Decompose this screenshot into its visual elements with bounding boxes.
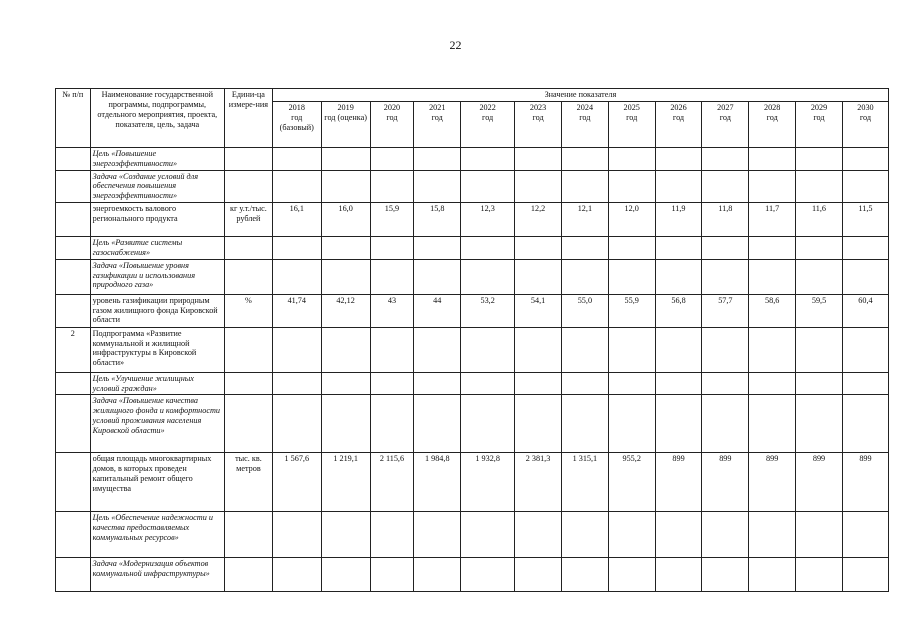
row-name: Задача «Модернизация объектов коммунальной инфраструктуры» (90, 558, 224, 592)
row-value-2028: 899 (749, 453, 796, 512)
header-name: Наименование государственной программы, подпрограммы, отдельного мероприятия, проекта, показателя, цель, задача (90, 89, 224, 148)
row-value-2025 (608, 259, 655, 294)
row-unit (225, 395, 273, 453)
row-value-2026 (655, 170, 702, 203)
header-year-sub: год (431, 112, 443, 122)
indicator-table (55, 88, 889, 592)
row-value-2022 (461, 558, 515, 592)
row-value-2030 (842, 259, 888, 294)
row-value-2024 (561, 395, 608, 453)
header-year-sub: год (719, 112, 731, 122)
row-value-2019 (321, 147, 370, 170)
header-year-label: 2022 (479, 102, 496, 112)
header-year-2025 (608, 101, 655, 147)
row-value-2019 (321, 259, 370, 294)
table-row (56, 395, 889, 453)
header-year-label: 2030 (857, 102, 874, 112)
header-year-label: 2029 (810, 102, 828, 112)
row-value-2020 (370, 512, 414, 558)
row-value-2027: 11,8 (702, 203, 749, 237)
row-value-2024: 1 315,1 (561, 453, 608, 512)
row-value-2021 (414, 237, 461, 260)
table-row (56, 372, 889, 395)
header-indicator-value: Значение показателя (272, 89, 888, 102)
row-value-2024 (561, 170, 608, 203)
row-value-2030: 899 (842, 453, 888, 512)
header-year-label: 2027 (717, 102, 734, 112)
table-row (56, 327, 889, 372)
row-value-2021 (414, 558, 461, 592)
header-year-sub: год (579, 112, 591, 122)
header-year-sub: год (672, 112, 685, 122)
row-value-2025 (608, 558, 655, 592)
row-value-2022 (461, 395, 515, 453)
row-value-2030 (842, 327, 888, 372)
table-row (56, 512, 889, 558)
header-unit: Едини-ца измере-ния (225, 89, 273, 148)
row-value-2025: 955,2 (608, 453, 655, 512)
row-value-2029: 11,6 (796, 203, 843, 237)
row-name: Цель «Улучшение жилищных условий граждан» (90, 372, 224, 395)
row-number (56, 237, 91, 260)
row-value-2021 (414, 372, 461, 395)
row-value-2028 (749, 170, 796, 203)
header-year-sub: год (482, 112, 494, 122)
row-value-2023 (515, 170, 562, 203)
row-value-2025 (608, 327, 655, 372)
row-name: Задача «Повышение качества жилищного фонда и комфортности условий проживания населения Кировской области» (90, 395, 224, 453)
row-value-2018 (272, 512, 321, 558)
row-value-2023 (515, 147, 562, 170)
row-number (56, 558, 91, 592)
row-value-2026 (655, 512, 702, 558)
header-year-label: 2021 (429, 102, 446, 112)
row-value-2023 (515, 259, 562, 294)
row-value-2030 (842, 512, 888, 558)
row-value-2027 (702, 327, 749, 372)
header-year-sub: год (532, 112, 544, 122)
row-value-2019 (321, 237, 370, 260)
row-value-2020 (370, 558, 414, 592)
table-row (56, 294, 889, 327)
row-value-2026: 56,8 (655, 294, 702, 327)
table-row (56, 453, 889, 512)
row-value-2028: 58,6 (749, 294, 796, 327)
row-value-2029 (796, 395, 843, 453)
row-value-2028 (749, 395, 796, 453)
row-unit (225, 372, 273, 395)
row-value-2027 (702, 170, 749, 203)
row-number (56, 372, 91, 395)
row-value-2023: 54,1 (515, 294, 562, 327)
row-value-2025: 12,0 (608, 203, 655, 237)
row-value-2030 (842, 170, 888, 203)
row-value-2023 (515, 512, 562, 558)
row-value-2023 (515, 327, 562, 372)
row-unit: кг у.т./тыс. рублей (225, 203, 273, 237)
row-value-2024 (561, 372, 608, 395)
row-value-2018 (272, 170, 321, 203)
table-row (56, 203, 889, 237)
row-value-2029: 59,5 (796, 294, 843, 327)
row-value-2020 (370, 147, 414, 170)
row-number (56, 170, 91, 203)
row-value-2021: 1 984,8 (414, 453, 461, 512)
row-value-2021: 15,8 (414, 203, 461, 237)
row-number (56, 395, 91, 453)
row-value-2024 (561, 558, 608, 592)
row-value-2018: 41,74 (272, 294, 321, 327)
row-value-2019: 16,0 (321, 203, 370, 237)
row-value-2021 (414, 395, 461, 453)
row-value-2023: 12,2 (515, 203, 562, 237)
row-value-2018 (272, 259, 321, 294)
row-value-2022: 1 932,8 (461, 453, 515, 512)
row-value-2027 (702, 512, 749, 558)
row-value-2029 (796, 372, 843, 395)
table-row (56, 147, 889, 170)
row-name: уровень газификации природным газом жилищного фонда Кировской области (90, 294, 224, 327)
row-value-2024: 55,0 (561, 294, 608, 327)
row-value-2030 (842, 147, 888, 170)
row-value-2025 (608, 170, 655, 203)
row-value-2028: 11,7 (749, 203, 796, 237)
row-value-2024: 12,1 (561, 203, 608, 237)
row-value-2030: 60,4 (842, 294, 888, 327)
row-value-2026 (655, 395, 702, 453)
header-year-2023 (515, 101, 562, 147)
row-value-2024 (561, 147, 608, 170)
row-value-2025 (608, 147, 655, 170)
row-value-2023 (515, 237, 562, 260)
row-value-2027 (702, 259, 749, 294)
row-value-2020 (370, 372, 414, 395)
row-value-2027: 57,7 (702, 294, 749, 327)
header-year-2030 (842, 101, 888, 147)
row-number (56, 203, 91, 237)
row-value-2019 (321, 558, 370, 592)
row-value-2018 (272, 327, 321, 372)
row-value-2021 (414, 147, 461, 170)
row-value-2019 (321, 170, 370, 203)
row-value-2019: 42,12 (321, 294, 370, 327)
row-value-2024 (561, 327, 608, 372)
row-value-2019 (321, 512, 370, 558)
row-value-2028 (749, 259, 796, 294)
row-value-2029 (796, 259, 843, 294)
row-value-2029: 899 (796, 453, 843, 512)
row-unit (225, 237, 273, 260)
row-value-2030 (842, 372, 888, 395)
row-value-2018 (272, 372, 321, 395)
row-value-2028 (749, 558, 796, 592)
row-number (56, 147, 91, 170)
row-value-2029 (796, 512, 843, 558)
row-number (56, 512, 91, 558)
row-value-2020: 43 (370, 294, 414, 327)
table-row (56, 237, 889, 260)
row-value-2021 (414, 259, 461, 294)
row-value-2024 (561, 512, 608, 558)
row-value-2018 (272, 237, 321, 260)
header-year-label: 2019 (337, 102, 354, 112)
row-value-2030 (842, 237, 888, 260)
row-value-2026: 899 (655, 453, 702, 512)
table-row (56, 259, 889, 294)
table-row (56, 170, 889, 203)
row-value-2023: 2 381,3 (515, 453, 562, 512)
header-year-label: 2018 (288, 102, 305, 112)
row-name: Задача «Повышение уровня газификации и использования природного газа» (90, 259, 224, 294)
row-name: Цель «Повышение энергоэффективности» (90, 147, 224, 170)
row-value-2027 (702, 237, 749, 260)
row-unit: тыс. кв. метров (225, 453, 273, 512)
row-value-2028 (749, 237, 796, 260)
row-value-2021 (414, 170, 461, 203)
row-value-2029 (796, 237, 843, 260)
row-value-2029 (796, 327, 843, 372)
row-value-2023 (515, 372, 562, 395)
row-value-2030 (842, 558, 888, 592)
header-year-label: 2028 (763, 102, 781, 112)
row-value-2022 (461, 327, 515, 372)
row-value-2023 (515, 395, 562, 453)
header-year-2024 (561, 101, 608, 147)
header-year-2019 (321, 101, 370, 147)
row-value-2022: 12,3 (461, 203, 515, 237)
header-year-2020 (370, 101, 414, 147)
row-value-2018 (272, 395, 321, 453)
header-year-label: 2023 (529, 102, 547, 112)
row-value-2029 (796, 170, 843, 203)
row-value-2025 (608, 512, 655, 558)
row-unit (225, 147, 273, 170)
header-year-label: 2024 (576, 102, 594, 112)
row-value-2020 (370, 259, 414, 294)
header-year-2029 (796, 101, 843, 147)
row-value-2026 (655, 147, 702, 170)
row-name: Задача «Создание условий для обеспечения повышения энергоэффективности» (90, 170, 224, 203)
row-value-2027 (702, 372, 749, 395)
row-value-2027 (702, 395, 749, 453)
row-value-2018 (272, 558, 321, 592)
row-name: Цель «Обеспечение надежности и качества предоставляемых коммунальных ресурсов» (90, 512, 224, 558)
header-year-sub: год (базовый) (279, 112, 314, 132)
header-year-sub: год (оценка) (324, 112, 367, 122)
header-number: № п/п (56, 89, 91, 148)
row-value-2022 (461, 259, 515, 294)
row-value-2030 (842, 395, 888, 453)
row-unit (225, 512, 273, 558)
row-value-2022 (461, 372, 515, 395)
header-year-2027 (702, 101, 749, 147)
row-value-2023 (515, 558, 562, 592)
row-value-2020: 15,9 (370, 203, 414, 237)
row-name: энергоемкость валового регионального продукта (90, 203, 224, 237)
row-value-2026 (655, 237, 702, 260)
row-value-2018: 16,1 (272, 203, 321, 237)
row-value-2020 (370, 395, 414, 453)
row-value-2027 (702, 558, 749, 592)
row-unit (225, 170, 273, 203)
header-year-sub: год (766, 112, 778, 122)
row-value-2026 (655, 558, 702, 592)
row-value-2019: 1 219,1 (321, 453, 370, 512)
row-value-2028 (749, 512, 796, 558)
row-value-2021 (414, 512, 461, 558)
row-value-2019 (321, 372, 370, 395)
header-year-label: 2020 (383, 102, 401, 112)
row-name: Подпрограмма «Развитие коммунальной и жилищной инфраструктуры в Кировской области» (90, 327, 224, 372)
row-value-2020 (370, 237, 414, 260)
row-unit (225, 327, 273, 372)
row-value-2018 (272, 147, 321, 170)
row-unit (225, 558, 273, 592)
table-row (56, 558, 889, 592)
row-value-2018: 1 567,6 (272, 453, 321, 512)
row-value-2027: 899 (702, 453, 749, 512)
header-year-2022 (461, 101, 515, 147)
row-value-2020: 2 115,6 (370, 453, 414, 512)
row-value-2022 (461, 512, 515, 558)
row-value-2020 (370, 327, 414, 372)
row-value-2026 (655, 259, 702, 294)
row-value-2022 (461, 147, 515, 170)
row-value-2025 (608, 372, 655, 395)
row-value-2029 (796, 558, 843, 592)
row-number (56, 259, 91, 294)
row-value-2026 (655, 372, 702, 395)
row-value-2020 (370, 170, 414, 203)
header-year-2021 (414, 101, 461, 147)
header-year-sub: год (859, 112, 872, 122)
row-value-2022 (461, 237, 515, 260)
row-value-2027 (702, 147, 749, 170)
row-value-2022: 53,2 (461, 294, 515, 327)
row-number: 2 (56, 327, 91, 372)
row-name: общая площадь многоквартирных домов, в которых проведен капитальный ремонт общего имущества (90, 453, 224, 512)
page-number: 22 (449, 38, 462, 52)
row-unit: % (225, 294, 273, 327)
header-year-sub: год (386, 112, 398, 122)
header-year-label: 2026 (670, 102, 687, 112)
header-year-2018 (272, 101, 321, 147)
row-value-2025: 55,9 (608, 294, 655, 327)
row-value-2030: 11,5 (842, 203, 888, 237)
row-number (56, 453, 91, 512)
row-value-2029 (796, 147, 843, 170)
row-value-2024 (561, 259, 608, 294)
row-unit (225, 259, 273, 294)
row-value-2028 (749, 372, 796, 395)
row-name: Цель «Развитие системы газоснабжения» (90, 237, 224, 260)
row-value-2021: 44 (414, 294, 461, 327)
header-year-label: 2025 (623, 102, 640, 112)
row-value-2024 (561, 237, 608, 260)
row-value-2026 (655, 327, 702, 372)
row-value-2028 (749, 147, 796, 170)
row-value-2025 (608, 395, 655, 453)
row-value-2019 (321, 327, 370, 372)
header-year-sub: год (626, 112, 638, 122)
header-year-sub: год (813, 112, 825, 122)
row-value-2021 (414, 327, 461, 372)
row-value-2028 (749, 327, 796, 372)
header-year-2028 (749, 101, 796, 147)
row-value-2025 (608, 237, 655, 260)
header-year-2026 (655, 101, 702, 147)
row-number (56, 294, 91, 327)
row-value-2026: 11,9 (655, 203, 702, 237)
row-value-2022 (461, 170, 515, 203)
row-value-2019 (321, 395, 370, 453)
